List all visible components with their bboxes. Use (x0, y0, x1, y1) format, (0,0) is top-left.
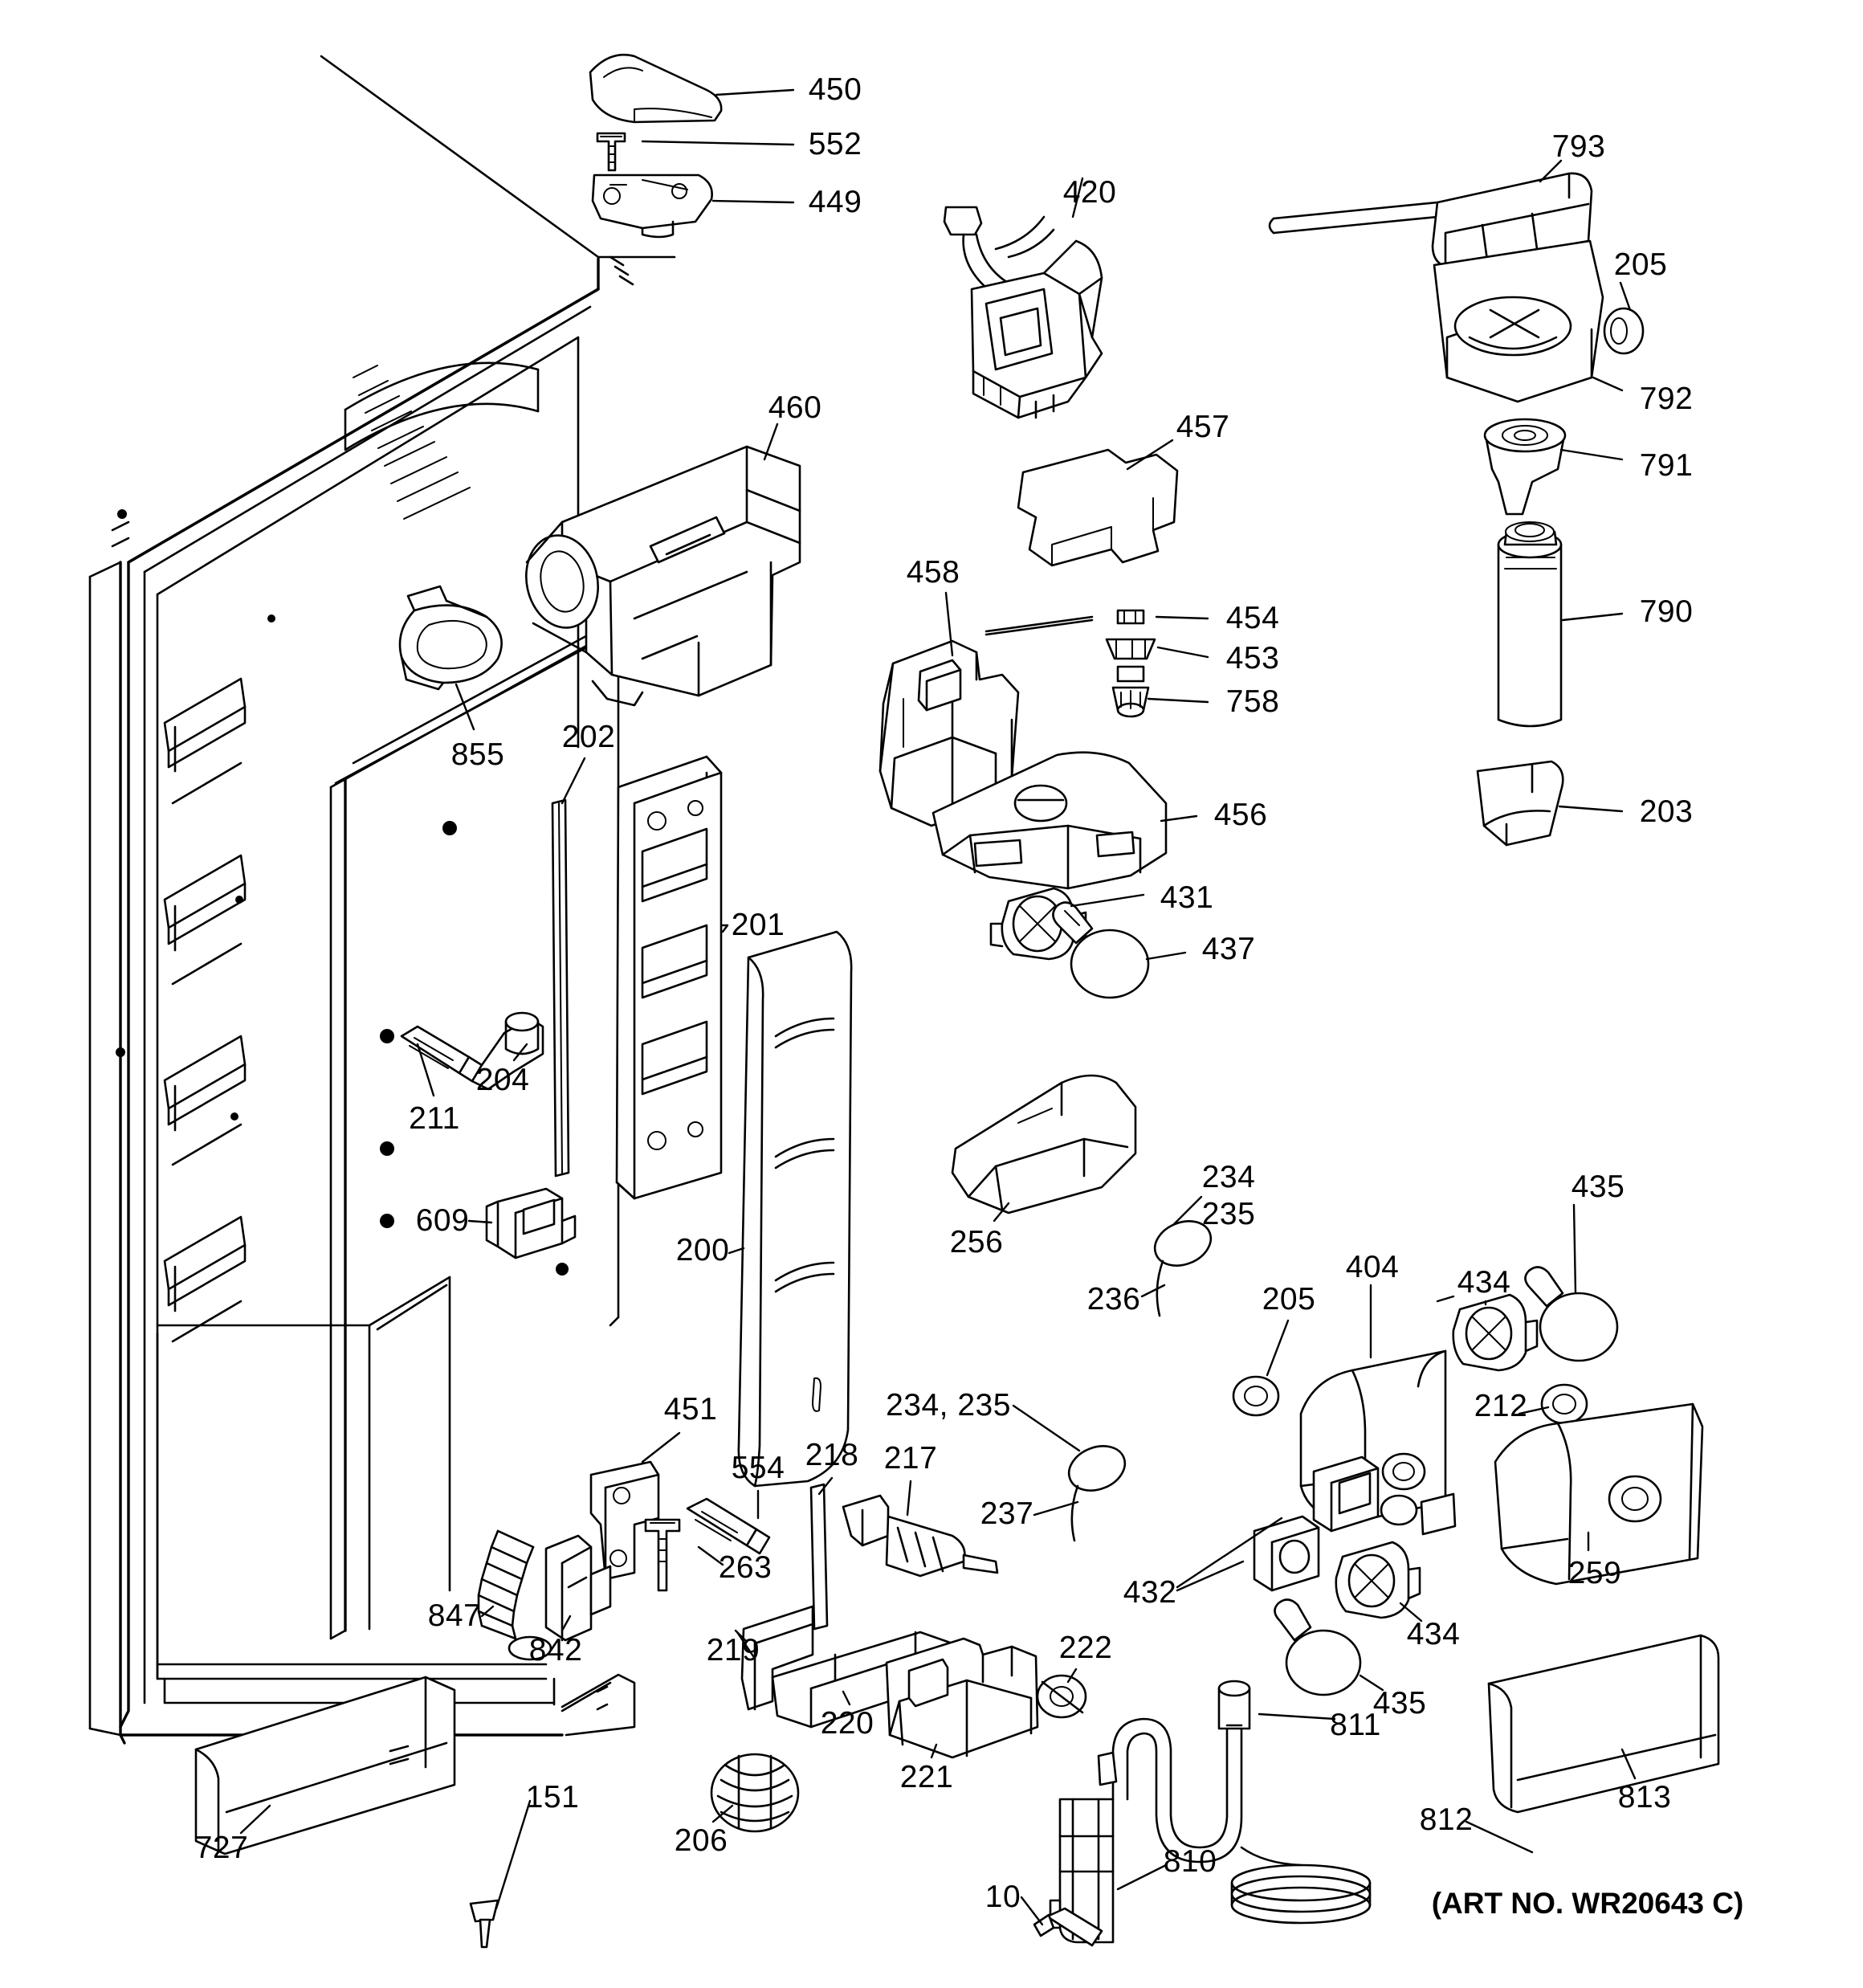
top-hinge-assembly (590, 55, 721, 237)
screw-263 (687, 1499, 769, 1553)
callout-449: 449 (808, 185, 862, 219)
grommet-205b (1233, 1377, 1278, 1415)
gasket-457 (1018, 450, 1177, 565)
callout-218: 218 (805, 1438, 859, 1472)
callout-202: 202 (561, 720, 616, 754)
callout-236: 236 (1086, 1282, 1141, 1316)
callout-219: 219 (706, 1633, 760, 1668)
bulb-435b (1274, 1599, 1360, 1695)
callout-259: 259 (1567, 1556, 1622, 1590)
door-liner-200 (739, 932, 851, 1486)
callout-454: 454 (1225, 601, 1280, 635)
callout-810: 810 (1163, 1844, 1217, 1879)
callout-811: 811 (1330, 1708, 1381, 1742)
water-filter-column (1270, 173, 1643, 845)
art-number-label: (ART NO. WR20643 C) (1431, 1887, 1744, 1920)
callout-434-lower: 434 (1406, 1617, 1461, 1651)
bulb-435a (1525, 1267, 1617, 1361)
callout-812: 812 (1419, 1802, 1474, 1837)
callout-791: 791 (1639, 448, 1694, 483)
screw-151 (471, 1900, 498, 1947)
motor-box-221 (887, 1639, 1037, 1757)
callout-842: 842 (528, 1633, 583, 1668)
callout-234-235: 234, 235 (886, 1388, 1011, 1423)
socket-434a (1453, 1295, 1537, 1370)
switch-609 (487, 1189, 575, 1258)
callout-420: 420 (1062, 175, 1117, 210)
cover-256 (952, 1076, 1135, 1213)
callout-431: 431 (1160, 880, 1214, 915)
panel-813 (1489, 1635, 1718, 1812)
grille-206 (711, 1754, 798, 1831)
callout-205-upper: 205 (1613, 247, 1668, 282)
callout-206: 206 (674, 1823, 728, 1858)
handle-237 (1062, 1438, 1131, 1541)
grommet-212b (1383, 1454, 1425, 1489)
cabinet-liner-group (90, 56, 675, 1743)
callout-10: 10 (984, 1880, 1021, 1914)
cap-222 (1037, 1676, 1086, 1717)
bracket-842 (546, 1536, 610, 1640)
auger-217 (843, 1496, 997, 1576)
air-duct-460 (518, 447, 800, 705)
callout-205-lower: 205 (1262, 1282, 1316, 1316)
callout-200: 200 (675, 1233, 730, 1268)
callout-727: 727 (194, 1831, 249, 1865)
callout-855: 855 (450, 737, 505, 772)
callout-457: 457 (1176, 410, 1230, 444)
callout-813: 813 (1617, 1780, 1672, 1815)
switch-432-a (1254, 1517, 1319, 1590)
water-tank-810 (1034, 1681, 1370, 1945)
callout-458: 458 (906, 555, 960, 590)
callout-435-upper: 435 (1571, 1170, 1625, 1204)
callout-212: 212 (1474, 1389, 1528, 1423)
clip-855 (400, 586, 502, 689)
callout-847: 847 (427, 1598, 482, 1633)
grommet-212 (1542, 1385, 1587, 1423)
callout-256: 256 (949, 1225, 1004, 1259)
callout-790: 790 (1639, 594, 1694, 629)
shelf-ladder-201 (617, 757, 721, 1198)
callout-235-upper: 235 (1201, 1197, 1256, 1231)
callout-222: 222 (1058, 1631, 1113, 1665)
callout-792: 792 (1639, 382, 1694, 416)
callout-217: 217 (883, 1441, 938, 1476)
callout-204: 204 (475, 1063, 530, 1097)
rod-202 (552, 800, 569, 1176)
callout-609: 609 (415, 1203, 470, 1238)
socket-434b (1336, 1542, 1420, 1618)
callout-221: 221 (899, 1760, 954, 1794)
callout-450: 450 (808, 72, 862, 107)
callout-151: 151 (525, 1780, 580, 1815)
callout-456: 456 (1213, 798, 1268, 832)
callout-435-lower: 435 (1372, 1686, 1427, 1721)
callout-432: 432 (1123, 1575, 1177, 1610)
callout-453: 453 (1225, 641, 1280, 676)
callout-237: 237 (980, 1496, 1034, 1531)
callout-434-upper: 434 (1457, 1265, 1511, 1300)
callout-460: 460 (768, 390, 822, 425)
callout-552: 552 (808, 127, 862, 161)
dispenser-switch-module (944, 207, 1102, 418)
callout-404: 404 (1345, 1250, 1400, 1284)
screw-554 (646, 1520, 679, 1590)
callout-263: 263 (718, 1550, 773, 1585)
callout-554: 554 (731, 1451, 785, 1485)
callout-793: 793 (1551, 129, 1606, 164)
callout-451: 451 (663, 1392, 718, 1427)
callout-220: 220 (820, 1706, 874, 1741)
callout-758: 758 (1225, 684, 1280, 719)
callout-203: 203 (1639, 794, 1694, 829)
callout-201: 201 (731, 908, 785, 942)
callout-234-upper: 234 (1201, 1160, 1256, 1194)
callout-211: 211 (409, 1101, 460, 1136)
callout-437: 437 (1201, 932, 1256, 966)
switch-432-b (1314, 1457, 1378, 1531)
